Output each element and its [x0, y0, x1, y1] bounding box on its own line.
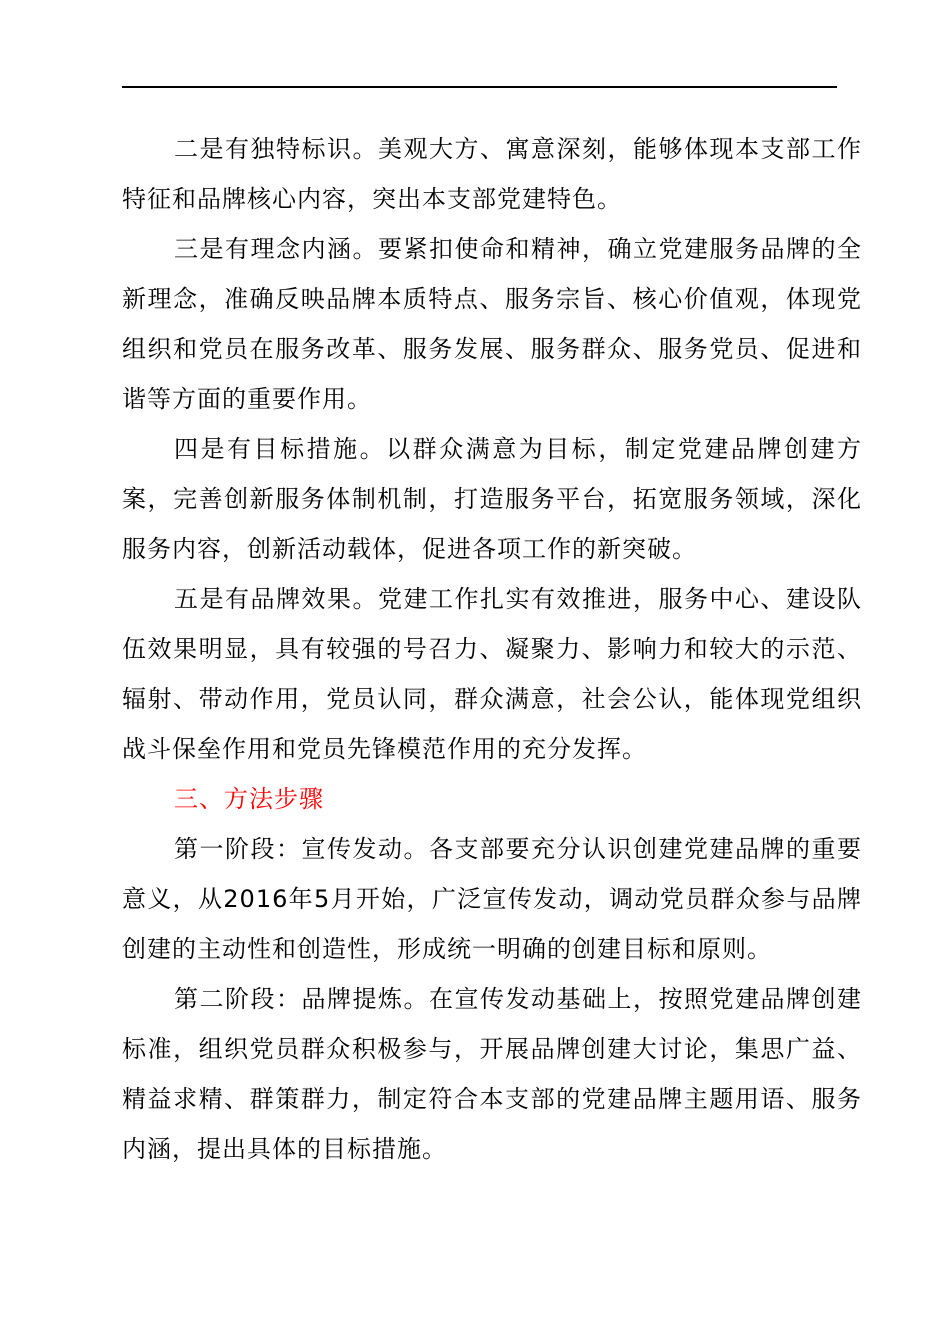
paragraph-brand-effect: 五是有品牌效果。党建工作扎实有效推进，服务中心、建设队伍效果明显，具有较强的号召力、凝聚力、影响力和较大的示范、辐射、带动作用，党员认同，群众满意，社会公认，能体现党组织战斗保垒作用和党员先锋模范作用的充分发挥。 [122, 585, 862, 763]
paragraph-stage-one: 第一阶段：宣传发动。各支部要充分认识创建党建品牌的重要意义，从2016年5月开始，广泛宣传发动，调动党员群众参与品牌创建的主动性和创造性，形成统一明确的创建目标和原则。 [122, 835, 862, 963]
header-rule [122, 86, 837, 88]
paragraph-goals-measures: 四是有目标措施。以群众满意为目标，制定党建品牌创建方案，完善创新服务体制机制，打造服务平台，拓宽服务领域，深化服务内容，创新活动载体，促进各项工作的新突破。 [122, 435, 862, 563]
paragraph-stage-two: 第二阶段：品牌提炼。在宣传发动基础上，按照党建品牌创建标准，组织党员群众积极参与，开展品牌创建大讨论，集思广益、精益求精、群策群力，制定符合本支部的党建品牌主题用语、服务内涵，提出具体的目标措施。 [122, 985, 862, 1163]
paragraph-unique-logo: 二是有独特标识。美观大方、寓意深刻，能够体现本支部工作特征和品牌核心内容，突出本支部党建特色。 [122, 135, 862, 213]
paragraph-concept-connotation: 三是有理念内涵。要紧扣使命和精神，确立党建服务品牌的全新理念，准确反映品牌本质特点、服务宗旨、核心价值观，体现党组织和党员在服务改革、服务发展、服务群众、服务党员、促进和谐等方面的重要作用。 [122, 235, 862, 413]
section-heading: 三、方法步骤 [174, 785, 324, 813]
document-body [122, 124, 862, 1174]
